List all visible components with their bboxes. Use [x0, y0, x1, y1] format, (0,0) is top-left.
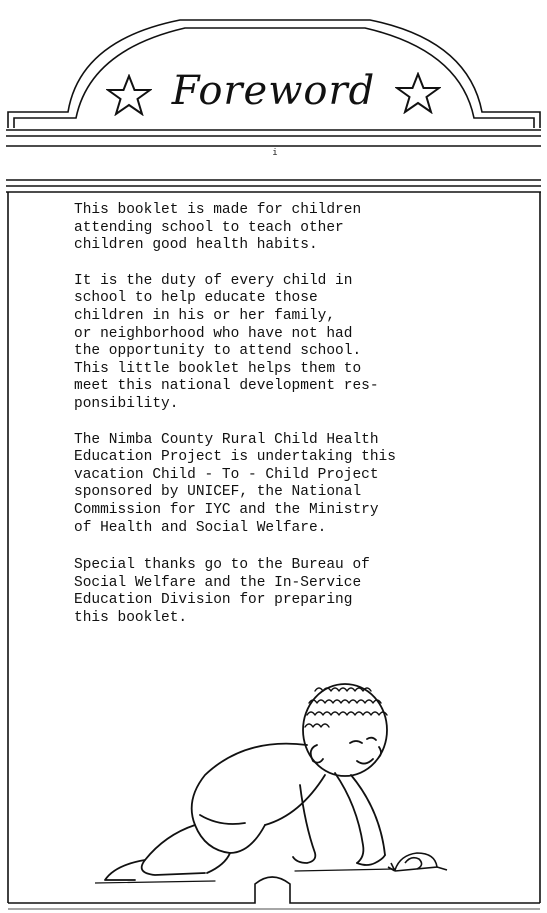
- paragraph-thanks: Special thanks go to the Bureau of Social Welfare and the In-Service Education Division for preparing this booklet.: [74, 557, 370, 626]
- page-number: i: [272, 148, 278, 158]
- snail-icon: [388, 853, 447, 871]
- foreword-body: [74, 202, 514, 645]
- paragraph-project: The Nimba County Rural Child Health Education Project is undertaking this vacation Child - To - Child Project sponsored by UNICEF, the National Commission for IYC and the Ministry of Health and Social Welfare.: [74, 431, 396, 536]
- paragraph-purpose: This booklet is made for children attending school to teach other children good health habits.: [74, 202, 362, 254]
- page-title: Foreword: [171, 68, 376, 114]
- crawling-child-illustration: [95, 675, 455, 890]
- paragraph-duty: It is the duty of every child in school to help educate those children in his or her family, or neighborhood who have not had the opportunity to attend school. This little booklet helps them to meet this national development res- ponsibility.: [74, 272, 379, 412]
